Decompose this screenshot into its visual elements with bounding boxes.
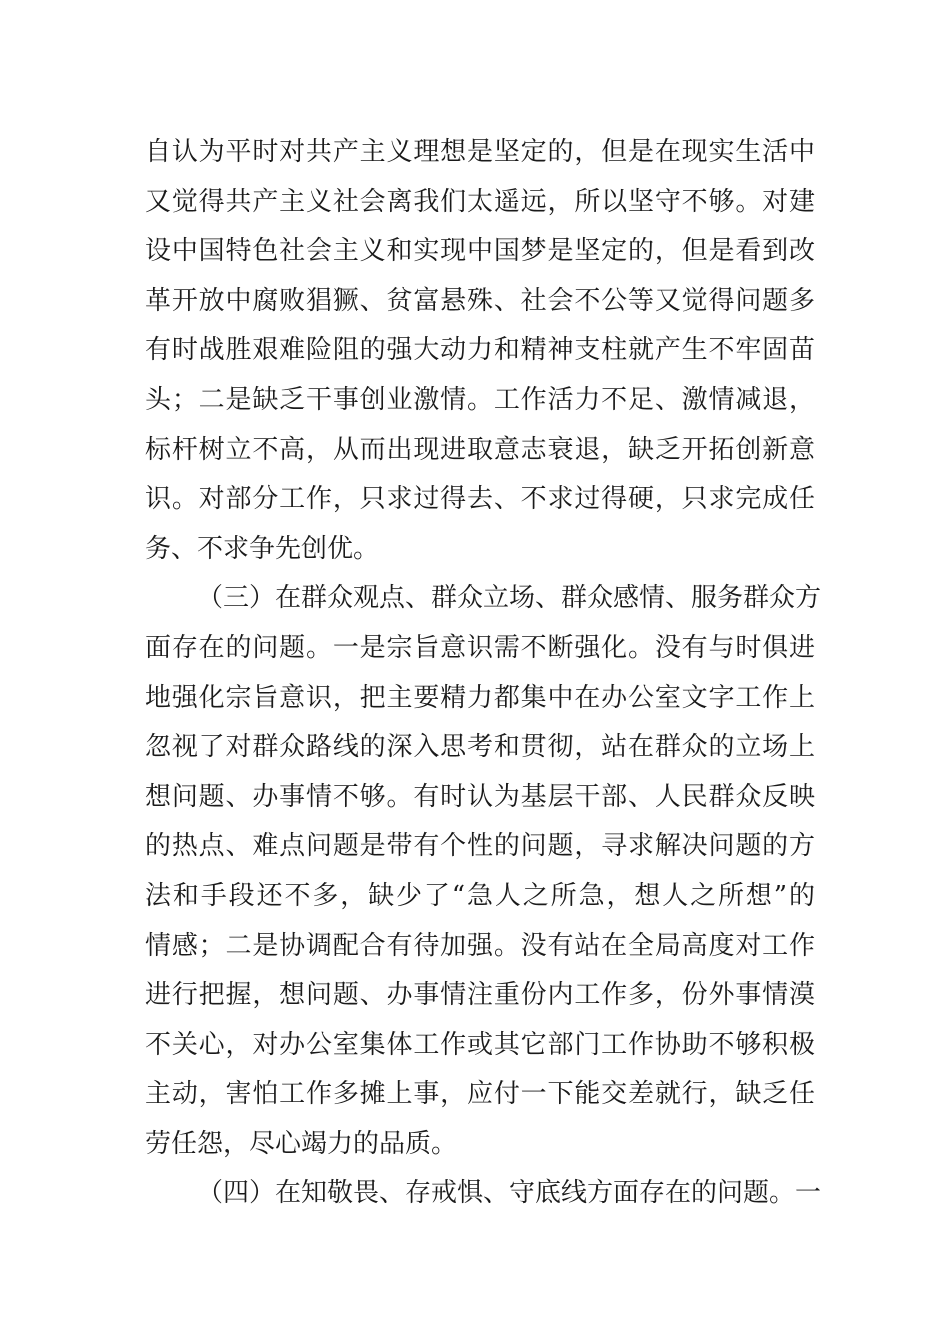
text-line: 头；二是缺乏干事创业激情。工作活力不足、激情减退， — [145, 384, 815, 415]
text-line: 设中国特色社会主义和实现中国梦是坚定的，但是看到改 — [145, 236, 815, 267]
document-body — [145, 128, 822, 1219]
text-line: 劳任怨，尽心竭力的品质。 — [145, 1128, 458, 1159]
text-line: 自认为平时对共产主义理想是坚定的，但是在现实生活中 — [145, 137, 815, 167]
text-line: 有时战胜艰难险阻的强大动力和精神支柱就产生不牢固苗 — [145, 335, 815, 366]
text-line: 革开放中腐败猖獗、贫富悬殊、社会不公等又觉得问题多 — [145, 285, 815, 316]
text-line: 不关心，对办公室集体工作或其它部门工作协助不够积极 — [145, 1029, 815, 1060]
text-line: 情感；二是协调配合有待加强。没有站在全局高度对工作 — [145, 930, 815, 961]
text-line: 的热点、难点问题是带有个性的问题，寻求解决问题的方 — [145, 831, 815, 862]
text-line: （四）在知敬畏、存戒惧、守底线方面存在的问题。一 — [197, 1178, 822, 1209]
text-line: 法和手段还不多，缺少了“急人之所急，想人之所想”的 — [145, 880, 815, 911]
text-line: 识。对部分工作，只求过得去、不求过得硬，只求完成任 — [145, 484, 815, 515]
text-line: （三）在群众观点、群众立场、群众感情、服务群众方 — [197, 583, 822, 614]
text-line: 想问题、办事情不够。有时认为基层干部、人民群众反映 — [145, 781, 815, 812]
text-line: 面存在的问题。一是宗旨意识需不断强化。没有与时俱进 — [145, 632, 815, 663]
text-line: 进行把握，想问题、办事情注重份内工作多，份外事情漠 — [145, 980, 815, 1011]
text-line: 忽视了对群众路线的深入思考和贯彻，站在群众的立场上 — [145, 732, 815, 763]
text-line: 标杆树立不高，从而出现进取意志衰退，缺乏开拓创新意 — [145, 434, 815, 465]
text-line: 又觉得共产主义社会离我们太遥远，所以坚守不够。对建 — [145, 186, 815, 217]
text-line: 主动，害怕工作多摊上事，应付一下能交差就行，缺乏任 — [145, 1079, 815, 1110]
text-line: 地强化宗旨意识，把主要精力都集中在办公室文字工作上 — [145, 682, 815, 713]
text-line: 务、不求争先创优。 — [145, 533, 380, 564]
